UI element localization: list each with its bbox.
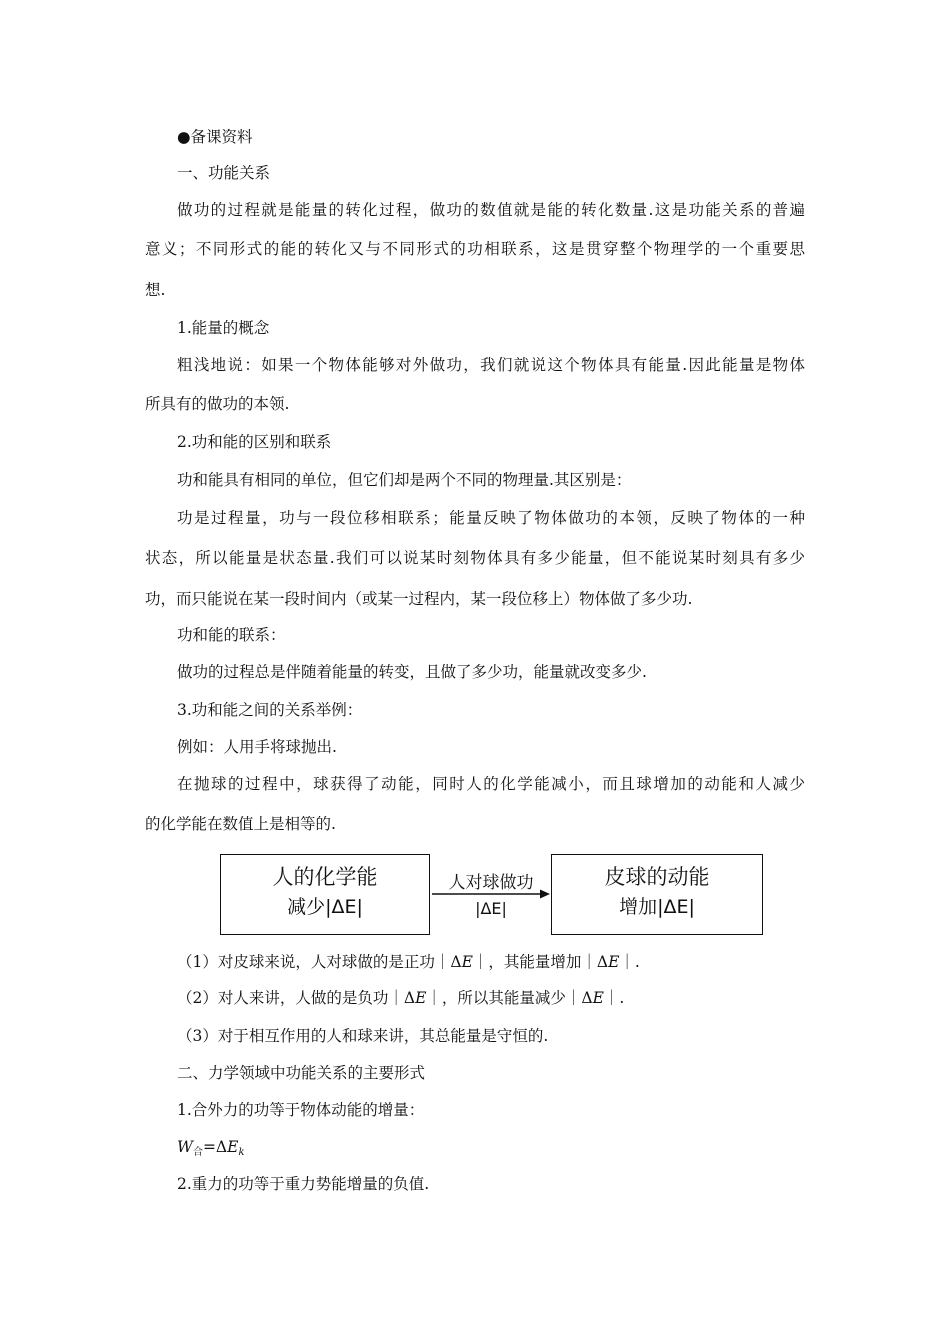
paragraph-line: 想. [145, 281, 166, 299]
box-subtitle: 减少|ΔE| [287, 896, 363, 918]
box-title: 皮球的动能 [604, 865, 710, 889]
section-title: 二、力学领域中功能关系的主要形式 [177, 1064, 426, 1082]
paragraph-line: 功，而只能说在某一段时间内（或某一过程内，某一段位移上）物体做了多少功. [145, 590, 693, 608]
chemical-energy-box [220, 854, 430, 935]
subsection-title: 1.能量的概念 [177, 319, 270, 337]
arrow-bottom-label: |ΔE| [475, 899, 507, 918]
arrow-top-label: 人对球做功 [448, 873, 534, 893]
paragraph-line: 功是过程量，功与一段位移相联系；能量反映了物体做功的本领，反映了物体的一种 [177, 509, 805, 527]
paragraph-line: 粗浅地说：如果一个物体能够对外做功，我们就说这个物体具有能量.因此能量是物体 [177, 356, 805, 374]
paragraph-line: 功和能的联系： [177, 626, 286, 644]
kinetic-energy-box [551, 854, 763, 935]
paragraph-line: 做功的过程总是伴随着能量的转变，且做了多少功，能量就改变多少. [177, 663, 647, 681]
section-title: 一、功能关系 [177, 164, 271, 182]
subsection-title: 1.合外力的功等于物体动能的增量： [177, 1101, 425, 1119]
paragraph-line: 在抛球的过程中，球获得了动能，同时人的化学能减小，而且球增加的动能和人减少 [177, 775, 805, 793]
list-item: （3）对于相互作用的人和球来讲，其总能量是守恒的. [177, 1027, 549, 1045]
list-item: （2）对人来讲，人做的是负功｜ΔE｜，所以其能量减少｜ΔE｜. [177, 989, 625, 1007]
list-item: （1）对皮球来说，人对球做的是正功｜ΔE｜，其能量增加｜ΔE｜. [177, 953, 640, 971]
paragraph-line: 所具有的做功的本领. [145, 395, 290, 413]
paragraph-line: 的化学能在数值上是相等的. [145, 815, 336, 833]
paragraph-line: 意义；不同形式的能的转化又与不同形式的功相联系，这是贯穿整个物理学的一个重要思 [145, 240, 805, 258]
paragraph-line: 做功的过程就是能量的转化过程，做功的数值就是能的转化数量.这是功能关系的普遍 [177, 201, 805, 219]
paragraph-line: 状态，所以能量是状态量.我们可以说某时刻物体具有多少能量，但不能说某时刻具有多少 [145, 549, 805, 567]
box-subtitle: 增加|ΔE| [619, 896, 695, 918]
subsection-title: 2.重力的功等于重力势能增量的负值. [177, 1175, 430, 1193]
paragraph-line: 功和能具有相同的单位，但它们却是两个不同的物理量.其区别是： [177, 471, 632, 489]
subsection-title: 3.功和能之间的关系举例： [177, 701, 363, 719]
paragraph-line: 例如：人用手将球抛出. [177, 738, 337, 756]
box-title: 人的化学能 [272, 865, 378, 889]
formula: W合=ΔEk [177, 1138, 245, 1158]
heading: ●备课资料 [177, 128, 253, 146]
subsection-title: 2.功和能的区别和联系 [177, 433, 332, 451]
